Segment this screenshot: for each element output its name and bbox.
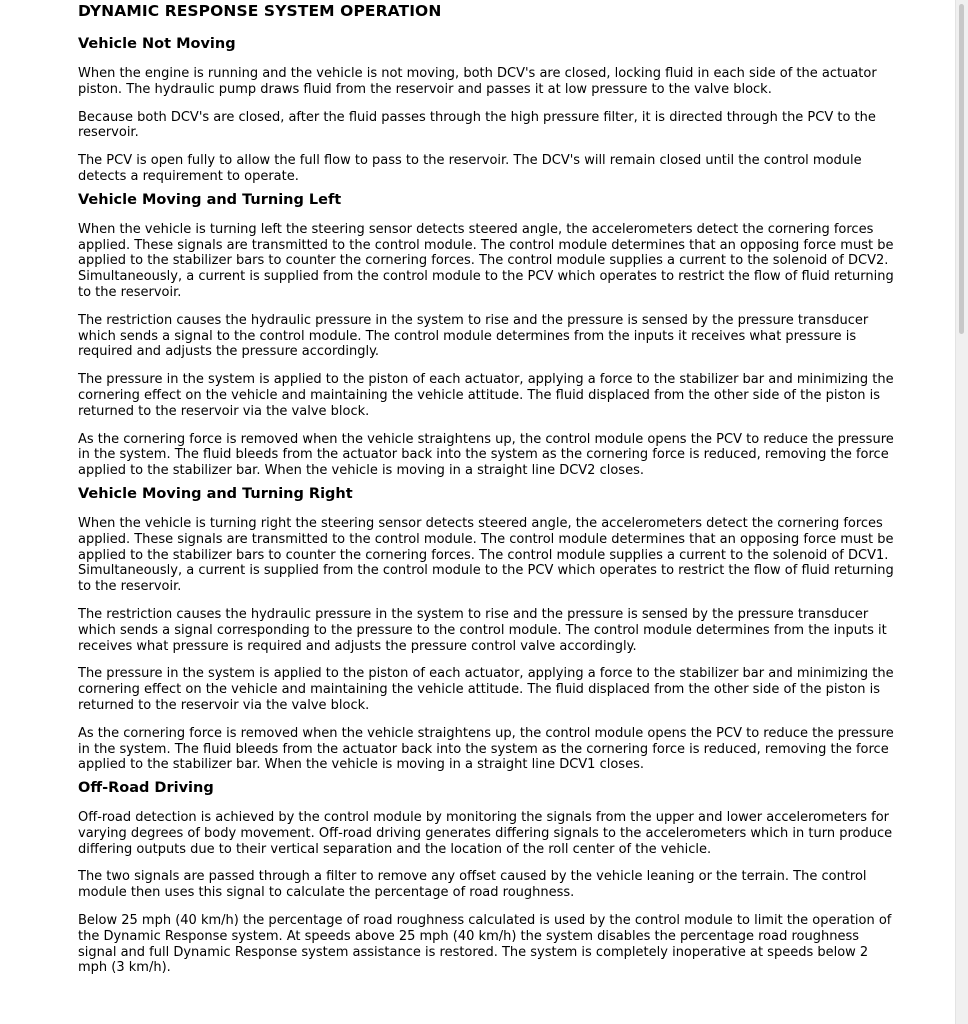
paragraph: The PCV is open fully to allow the full flow to pass to the reservoir. The DCV's will remain closed until the control module detects a requirement to operate. [78,153,862,184]
paragraph: The pressure in the system is applied to the piston of each actuator, applying a force to the stabilizer bar and minimizing the cornering effect on the vehicle and maintaining the vehicle attitude. The fluid displaced from the other side of the piston is returned to the reservoir via the valve block. [78,666,894,713]
paragraph: The pressure in the system is applied to the piston of each actuator, applying a force to the stabilizer bar and minimizing the cornering effect on the vehicle and maintaining the vehicle attitude. The fluid displaced from the other side of the piston is returned to the reservoir via the valve block. [78,372,894,419]
paragraph: The restriction causes the hydraulic pressure in the system to rise and the pressure is sensed by the pressure transducer which sends a signal corresponding to the pressure to the control module. The control module determines from the inputs it receives what pressure is required and adjusts the pressure control valve accordingly. [78,606,887,654]
paragraph: As the cornering force is removed when the vehicle straightens up, the control module opens the PCV to reduce the pressure in the system. The fluid bleeds from the actuator back into the system as the cornering force is reduced, removing the force applied to the stabilizer bar. When the vehicle is moving in a straight line DCV1 closes. [78,725,894,773]
scrollbar-thumb[interactable] [959,4,964,334]
paragraph: When the vehicle is turning right the steering sensor detects steered angle, the accelerometers detect the cornering forces applied. These signals are transmitted to the control module. The control module determines that an opposing force must be applied to the stabilizer bars to counter the cornering forces. The control module supplies a current to the solenoid of DCV1. Simultaneously, a current is supplied from the control module to the PCV which operates to restrict the flow of fluid returning to the reservoir. [78,515,894,595]
section-heading: Vehicle Moving and Turning Left [78,191,342,208]
document-content [78,0,898,976]
paragraph: Below 25 mph (40 km/h) the percentage of road roughness calculated is used by the control module to limit the operation of the Dynamic Response system. At speeds above 25 mph (40 km/h) the system disables the percentage road roughness signal and full Dynamic Response system assistance is restored. The system is completely inoperative at speeds below 2 mph (3 km/h). [78,913,892,976]
section-heading: Vehicle Moving and Turning Right [78,485,353,502]
paragraph: When the vehicle is turning left the steering sensor detects steered angle, the accelerometers detect the cornering forces applied. These signals are transmitted to the control module. The control module determines that an opposing force must be applied to the stabilizer bars to counter the cornering forces. The control module supplies a current to the solenoid of DCV2. Simultaneously, a current is supplied from the control module to the PCV which operates to restrict the flow of fluid returning to the reservoir. [78,221,894,300]
section-heading: Vehicle Not Moving [78,36,236,52]
paragraph: Because both DCV's are closed, after the fluid passes through the high pressure filter, it is directed through the PCV to the reservoir. [78,109,876,141]
paragraph: Off-road detection is achieved by the control module by monitoring the signals from the upper and lower accelerometers for varying degrees of body movement. Off-road driving generates differing signals to the accelerometers which in turn produce differing outputs due to their vertical separation and the location of the roll center of the vehicle. [78,810,893,857]
page-title: DYNAMIC RESPONSE SYSTEM OPERATION [78,2,442,20]
paragraph: The restriction causes the hydraulic pressure in the system to rise and the pressure is sensed by the pressure transducer which sends a signal to the control module. The control module determines from the inputs it receives what pressure is required and adjusts the pressure accordingly. [78,312,869,360]
vertical-scrollbar[interactable] [955,0,968,1024]
paragraph: When the engine is running and the vehicle is not moving, both DCV's are closed, locking fluid in each side of the actuator piston. The hydraulic pump draws fluid from the reservoir and passes it at low pressure to the valve block. [78,66,877,97]
section-heading: Off-Road Driving [78,780,214,797]
paragraph: The two signals are passed through a filter to remove any offset caused by the vehicle leaning or the terrain. The control module then uses this signal to calculate the percentage of road roughness. [78,869,867,901]
paragraph: As the cornering force is removed when the vehicle straightens up, the control module opens the PCV to reduce the pressure in the system. The fluid bleeds from the actuator back into the system as the cornering force is reduced, removing the force applied to the stabilizer bar. When the vehicle is moving in a straight line DCV2 closes. [78,431,894,479]
